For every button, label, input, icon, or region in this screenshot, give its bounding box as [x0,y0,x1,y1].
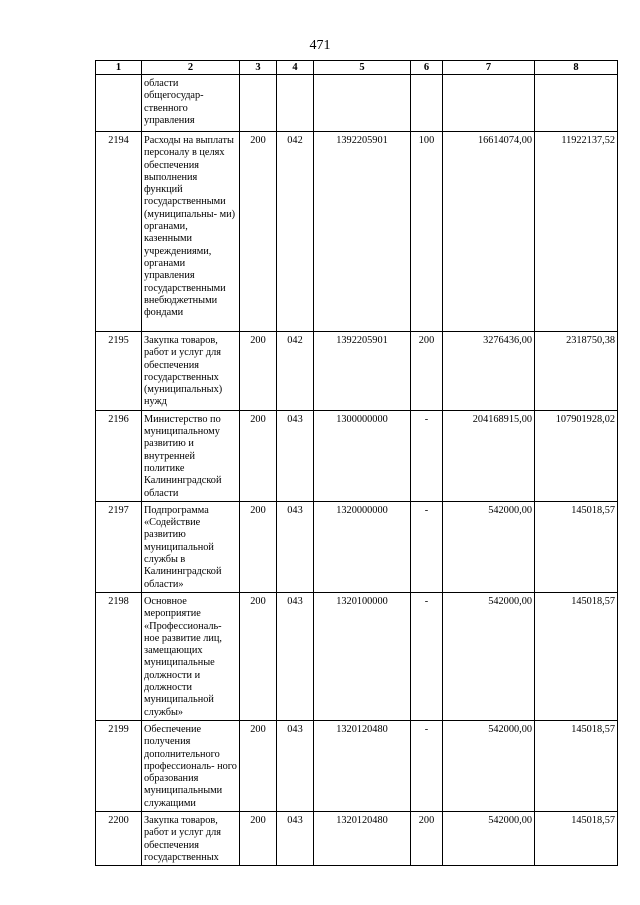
row-subsection: 043 [277,410,314,501]
column-header: 3 [240,61,277,75]
row-expense-type: 200 [411,332,443,411]
table-row [96,811,618,865]
row-section: 200 [240,132,277,332]
row-value-plan: 3276436,00 [443,332,535,411]
row-number: 2200 [96,811,142,865]
table-row [96,332,618,411]
row-expense-type: - [411,720,443,811]
row-value-plan: 16614074,00 [443,132,535,332]
row-section: 200 [240,811,277,865]
budget-table [95,60,618,866]
row-section: 200 [240,332,277,411]
row-target-item: 1392205901 [314,132,411,332]
row-subsection: 043 [277,592,314,720]
row-value-actual: 145018,57 [535,501,618,592]
table-row [96,410,618,501]
row-value-plan [443,75,535,132]
row-section: 200 [240,410,277,501]
row-value-actual: 2318750,38 [535,332,618,411]
row-value-actual: 145018,57 [535,720,618,811]
row-value-actual: 107901928,02 [535,410,618,501]
row-target-item: 1392205901 [314,332,411,411]
row-number: 2195 [96,332,142,411]
row-number: 2197 [96,501,142,592]
row-name: Расходы на выплаты персоналу в целях обеспечения выполнения функций государственными (муниципальны- ми) органами, казенными учреждениями, органами управления государственными внебюджетными фондами [142,132,240,332]
header-row [96,61,618,75]
row-name: области общегосудар- ственного управления [142,75,240,132]
column-header: 1 [96,61,142,75]
column-header: 2 [142,61,240,75]
table-row [96,720,618,811]
row-name: Министерство по муниципальному развитию и внутренней политике Калининградской области [142,410,240,501]
column-header: 5 [314,61,411,75]
row-number: 2198 [96,592,142,720]
row-expense-type: - [411,592,443,720]
row-expense-type: - [411,410,443,501]
row-name: Основное мероприятие «Профессиональ- ное развитие лиц, замещающих муниципальные должности и должности муниципальной службы» [142,592,240,720]
table-row [96,132,618,332]
row-name: Закупка товаров, работ и услуг для обеспечения государственных [142,811,240,865]
row-name: Закупка товаров, работ и услуг для обеспечения государственных (муниципальных) нужд [142,332,240,411]
row-section [240,75,277,132]
row-number [96,75,142,132]
row-section: 200 [240,501,277,592]
table-row [96,75,618,132]
row-expense-type [411,75,443,132]
row-target-item: 1320100000 [314,592,411,720]
row-value-plan: 542000,00 [443,501,535,592]
row-section: 200 [240,720,277,811]
row-number: 2199 [96,720,142,811]
row-subsection: 043 [277,811,314,865]
row-number: 2194 [96,132,142,332]
row-number: 2196 [96,410,142,501]
row-name: Обеспечение получения дополнительного профессиональ- ного образования муниципальными служащими [142,720,240,811]
row-value-actual: 145018,57 [535,811,618,865]
row-section: 200 [240,592,277,720]
table-row [96,592,618,720]
row-name: Подпрограмма «Содействие развитию муниципальной службы в Калининградской области» [142,501,240,592]
row-subsection: 042 [277,132,314,332]
column-header: 6 [411,61,443,75]
row-subsection: 043 [277,720,314,811]
column-header: 7 [443,61,535,75]
row-expense-type: - [411,501,443,592]
row-value-plan: 542000,00 [443,720,535,811]
row-value-actual: 145018,57 [535,592,618,720]
page-number: 471 [309,38,331,53]
row-subsection [277,75,314,132]
table-body [96,75,618,866]
row-value-actual: 11922137,52 [535,132,618,332]
row-subsection: 042 [277,332,314,411]
table-row [96,501,618,592]
row-target-item [314,75,411,132]
table-header [96,61,618,75]
row-value-actual [535,75,618,132]
row-target-item: 1320120480 [314,811,411,865]
row-value-plan: 204168915,00 [443,410,535,501]
column-header: 4 [277,61,314,75]
row-value-plan: 542000,00 [443,592,535,720]
row-expense-type: 100 [411,132,443,332]
row-subsection: 043 [277,501,314,592]
column-header: 8 [535,61,618,75]
row-target-item: 1320000000 [314,501,411,592]
row-expense-type: 200 [411,811,443,865]
row-target-item: 1320120480 [314,720,411,811]
row-value-plan: 542000,00 [443,811,535,865]
row-target-item: 1300000000 [314,410,411,501]
